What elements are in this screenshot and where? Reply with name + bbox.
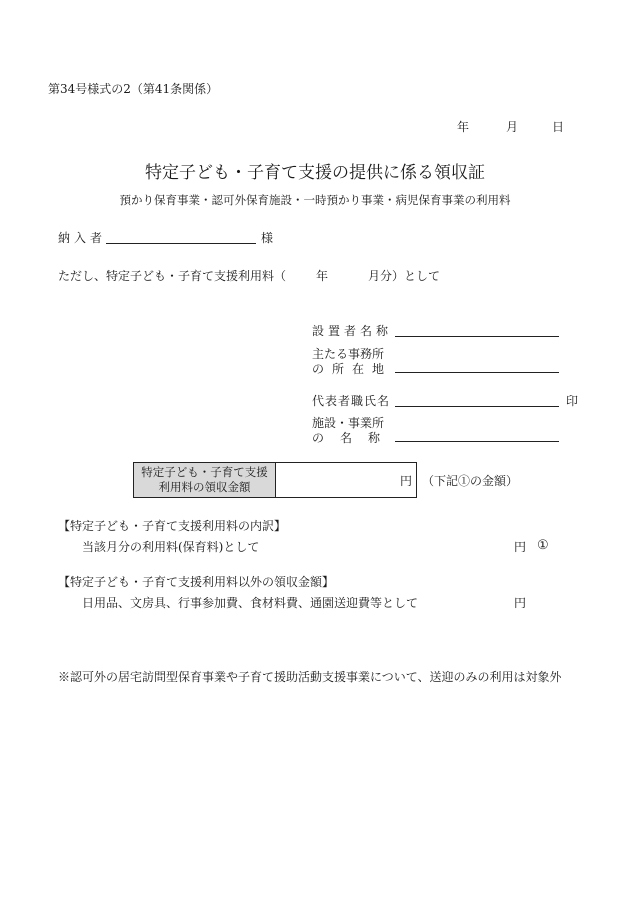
footnote: ※認可外の居宅訪問型保育事業や子育て援助活動支援事業について、送迎のみの利用は対象外 — [58, 670, 562, 684]
purpose-year: 年 — [316, 269, 329, 283]
breakdown-item: 当該月分の利用料(保育料)として — [82, 540, 260, 554]
receipt-amount-label — [134, 463, 276, 497]
other-item: 日用品、文房具、行事参加費、食材料費、通園送迎費等として — [82, 596, 419, 610]
representative-label: 代表者職氏名 — [312, 394, 391, 408]
document-subtitle: 預かり保育事業・認可外保育施設・一時預かり事業・病児保育事業の利用料 — [119, 193, 511, 207]
receipt-amount-note: （下記①の金額） — [422, 474, 519, 488]
breakdown-heading: 【特定子ども・子育て支援利用料の内訳】 — [58, 519, 287, 533]
receipt-amount-label-line1: 特定子ども・子育て支援 — [141, 465, 268, 479]
seal-mark: 印 — [566, 394, 579, 408]
facility-name-line[interactable] — [395, 441, 559, 442]
representative-line[interactable] — [395, 406, 559, 407]
payer-name-line[interactable] — [106, 243, 256, 244]
breakdown-marker: ① — [537, 538, 549, 553]
receipt-amount-box — [133, 462, 417, 498]
office-label-line1: 主たる事務所 — [312, 347, 385, 361]
document-title: 特定子ども・子育て支援の提供に係る領収証 — [145, 163, 485, 183]
payer-label: 納入者 — [58, 231, 107, 245]
other-heading: 【特定子ども・子育て支援利用料以外の領収金額】 — [58, 575, 335, 589]
purpose-month-suffix: 月分）として — [368, 269, 441, 283]
other-yen: 円 — [514, 596, 527, 610]
date-month: 月 — [506, 120, 519, 134]
receipt-amount-label-line2: 利用料の領収金額 — [158, 480, 251, 494]
payer-suffix: 様 — [261, 231, 274, 245]
date-year: 年 — [457, 120, 470, 134]
date-day: 日 — [552, 120, 565, 134]
facility-label-line2: の 名 称 — [312, 431, 383, 445]
provider-name-label: 設置者名称 — [312, 324, 393, 338]
form-number: 第34号様式の2（第41条関係） — [48, 82, 219, 96]
office-address-line[interactable] — [395, 372, 559, 373]
purpose-prefix: ただし、特定子ども・子育て支援利用料（ — [58, 269, 287, 283]
office-label-line2: の所在地 — [312, 362, 393, 376]
breakdown-yen: 円 — [514, 540, 527, 554]
receipt-amount-yen: 円 — [399, 474, 412, 488]
facility-label-line1: 施設・事業所 — [312, 416, 385, 430]
provider-name-line[interactable] — [395, 336, 559, 337]
